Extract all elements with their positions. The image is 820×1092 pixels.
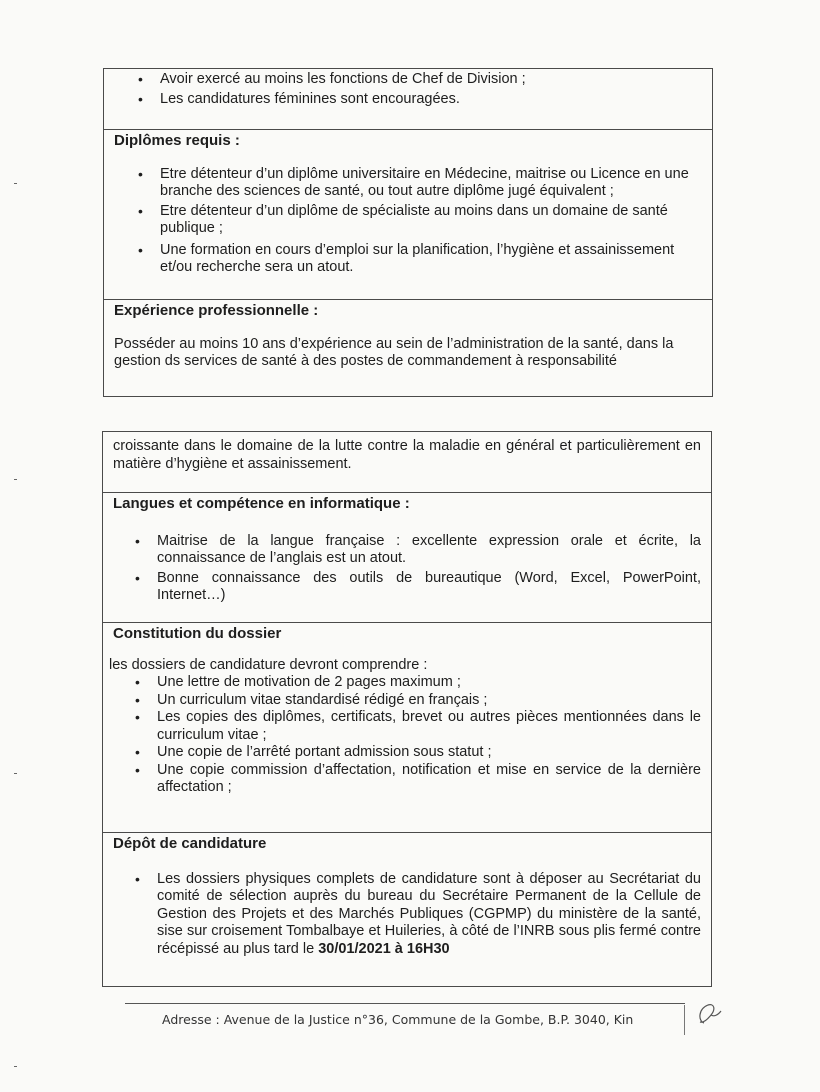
dossier-list [113,674,701,797]
list-item: • Une formation en cours d’emploi sur la planification, l’hygiène et assainissement et/ou recherche sera un atout. [160,242,702,277]
experience-text: Posséder au moins 10 ans d’expérience au sein de l’administration de la santé, dans la gestion ds services de santé à des postes de commandement à responsabilité [114,335,674,369]
requirements-table-part2 [102,431,712,987]
footer-address: Adresse : Avenue de la Justice n°36, Commune de la Gombe, B.P. 3040, Kin [162,1012,634,1027]
list-item: • Les candidatures féminines sont encouragées. [160,91,702,109]
deadline: 30/01/2021 à 16H30 [318,940,450,957]
list-item: • Un curriculum vitae standardisé rédigé en français ; [157,692,701,710]
list-item: • Etre détenteur d’un diplôme universitaire en Médecine, maitrise ou Licence en une branche des sciences de santé, ou tout autre diplôme jugé équivalent ; [160,166,702,201]
depot-list [113,871,701,959]
list-item: • Etre détenteur d’un diplôme de spécialiste au moins dans un domaine de santé publique ; [160,203,702,238]
margin-mark [14,183,17,184]
diplomes-list [114,166,702,277]
list-item: • Une copie de l’arrêté portant admission sous statut ; [157,744,701,762]
footer-vertical-rule [684,1005,685,1035]
diplomes-cell [104,129,712,299]
langues-list [113,533,701,605]
depot-text: Les dossiers physiques complets de candidature sont à déposer au Secrétariat du comité de sélection auprès du bureau du Secrétaire Permanent de la Cellule de Gestion des Projets et des Marchés Publiques (CGPMP) du ministère de la santé, sise sur croisement Tombalbaye et Huileries, à côté de l’INRB sous plis fermé contre récépissé au plus tard le [157,870,701,957]
margin-mark [14,1066,17,1067]
dossier-intro: les dossiers de candidature devront comprendre : [109,656,428,673]
requirements-table-part1 [103,68,713,397]
list-item [157,871,701,959]
intro-bullet-list [114,71,702,108]
list-item: • Une lettre de motivation de 2 pages maximum ; [157,674,701,692]
experience-continuation: croissante dans le domaine de la lutte contre la maladie en général et particulièrement en matière d’hygiène et assainissement. [113,438,701,472]
list-item: • Avoir exercé au moins les fonctions de Chef de Division ; [160,71,702,89]
handwritten-page-mark [694,1001,724,1027]
depot-heading: Dépôt de candidature [113,835,267,852]
dossier-heading: Constitution du dossier [113,625,282,642]
list-item: • Une copie commission d’affectation, notification et mise en service de la dernière affectation ; [157,762,701,797]
dossier-cell [103,622,711,832]
list-item: • Les copies des diplômes, certificats, brevet ou autres pièces mentionnées dans le curriculum vitae ; [157,709,701,744]
experience-heading: Expérience professionnelle : [114,302,319,319]
margin-mark [14,773,17,774]
diplomes-heading: Diplômes requis : [114,132,240,149]
langues-heading: Langues et compétence en informatique : [113,495,410,512]
depot-cell [103,832,711,986]
continuation-cell [103,432,711,492]
margin-mark [14,479,17,480]
list-item: • Bonne connaissance des outils de bureautique (Word, Excel, PowerPoint, Internet…) [157,570,701,605]
langues-cell [103,492,711,622]
experience-cell [104,299,712,396]
list-item: • Maitrise de la langue française : excellente expression orale et écrite, la connaissance de l’anglais est un atout. [157,533,701,568]
footer-divider [125,1003,685,1004]
intro-cell [104,69,712,129]
